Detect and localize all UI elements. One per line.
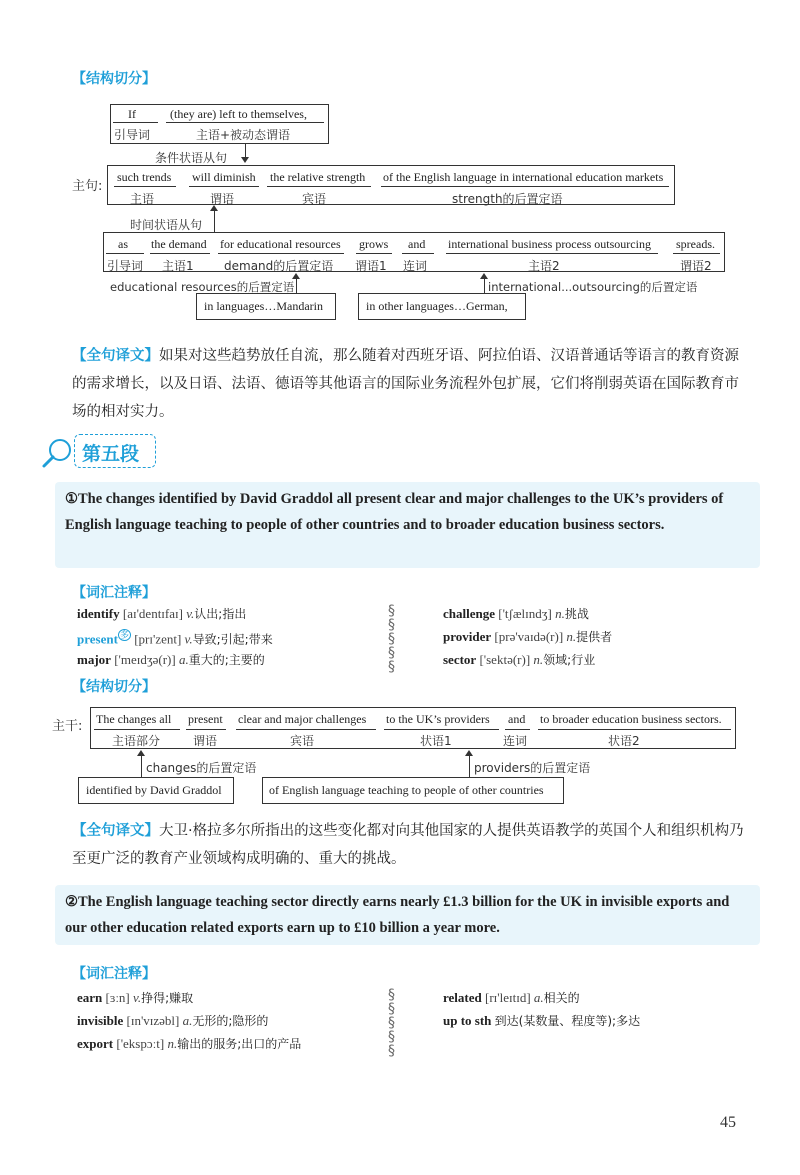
polysemy-badge-icon: 多 xyxy=(119,630,129,640)
vocab-item: related [rɪ'leɪtɪd] a.相关的 xyxy=(443,990,580,1005)
d1-main-en-3: of the English language in international education markets xyxy=(383,170,664,184)
main-clause-prefix: 主句: xyxy=(72,179,103,194)
d1-bottom-en-0: as xyxy=(118,237,128,251)
d1-bottom-en-1: the demand xyxy=(151,237,207,251)
translation-2 xyxy=(72,817,752,873)
translation-1 xyxy=(72,342,752,426)
d2-label-right: providers的后置定语 xyxy=(474,761,591,775)
d1-box-left: in languages…Mandarin xyxy=(204,299,323,313)
d1-bottom-en-6: spreads. xyxy=(676,237,715,251)
d2-main-en-2: clear and major challenges xyxy=(238,712,367,726)
d1-bottom-en-3: grows xyxy=(359,237,389,251)
d1-top-en-1: (they are) left to themselves, xyxy=(170,107,307,121)
vocab-item: earn [ɜːn] v.挣得;赚取 xyxy=(77,990,194,1005)
d1-bottom-cn-0: 引导词 xyxy=(107,259,144,273)
d1-top-cn-1: 主语+被动态谓语 xyxy=(196,128,291,142)
d2-main-en-4: and xyxy=(508,712,526,726)
d1-label-right: international...outsourcing的后置定语 xyxy=(488,280,698,294)
example-sentence-2 xyxy=(55,885,760,945)
vocab-item: export ['ekspɔːt] n.输出的服务;出口的产品 xyxy=(77,1036,302,1051)
d2-main-en-1: present xyxy=(188,712,223,726)
time-clause-label: 时间状语从句 xyxy=(130,218,203,232)
page-number: 45 xyxy=(720,1114,736,1131)
conditional-clause-label: 条件状语从句 xyxy=(155,151,228,165)
d1-main-en-1: will diminish xyxy=(192,170,256,184)
wave-divider-icon: § § § § § xyxy=(388,987,395,1059)
d1-bottom-cn-4: 连词 xyxy=(403,259,428,273)
structure-header-2: 【结构切分】 xyxy=(72,679,156,695)
d2-main-en-0: The changes all xyxy=(96,712,172,726)
vocab-item: up to sth 到达(某数量、程度等);多达 xyxy=(443,1013,641,1028)
d1-main-cn-3: strength的后置定语 xyxy=(452,192,563,206)
d1-bottom-cn-2: demand的后置定语 xyxy=(224,259,334,273)
vocab-item: provider [prə'vaɪdə(r)] n.提供者 xyxy=(443,629,613,644)
d2-main-cn-0: 主语部分 xyxy=(112,734,161,748)
paragraph-title-text: 第五段 xyxy=(82,443,140,465)
d1-bottom-cn-6: 谓语2 xyxy=(680,259,712,273)
trunk-prefix: 主干: xyxy=(52,719,83,734)
sentence-1-text: ①The changes identified by David Graddol all present clear and major challenges to the UK’s providers of English language teaching to people of other countries and to broader education business sectors. xyxy=(65,491,724,533)
d2-main-en-3: to the UK’s providers xyxy=(386,712,490,726)
vocab-item: invisible [ɪn'vɪzəbl] a.无形的;隐形的 xyxy=(77,1013,269,1028)
d2-label-left: changes的后置定语 xyxy=(146,761,257,775)
d1-bottom-en-5: international business process outsourcing xyxy=(448,237,651,251)
d2-box-right: of English language teaching to people of other countries xyxy=(269,783,544,797)
d1-box-right: in other languages…German, xyxy=(366,299,508,313)
vocab-item: challenge ['tʃælɪndʒ] n.挑战 xyxy=(443,606,589,621)
vocab-header-1: 【词汇注释】 xyxy=(72,585,156,601)
d2-main-cn-4: 连词 xyxy=(503,734,528,748)
d1-label-left: educational resources的后置定语 xyxy=(110,280,295,294)
d1-bottom-cn-3: 谓语1 xyxy=(355,259,387,273)
d2-main-cn-3: 状语1 xyxy=(420,734,452,748)
d1-top-cn-0: 引导词 xyxy=(114,128,151,142)
d2-main-en-5: to broader education business sectors. xyxy=(540,712,722,726)
d2-main-cn-1: 谓语 xyxy=(193,734,218,748)
vocab-item: major ['meɪdʒə(r)] a.重大的;主要的 xyxy=(77,652,265,667)
d1-main-cn-0: 主语 xyxy=(130,192,155,206)
sentence-2-text: ②The English language teaching sector directly earns nearly £1.3 billion for the UK in invisible exports and our other education related exports earn up to £10 billion a year more. xyxy=(65,894,730,936)
d1-main-en-0: such trends xyxy=(117,170,172,184)
d1-bottom-cn-5: 主语2 xyxy=(528,259,560,273)
d2-main-cn-2: 宾语 xyxy=(290,734,315,748)
translation-2-text: 大卫·格拉多尔所指出的这些变化都对向其他国家的人提供英语教学的英国个人和组织机构乃至更广泛的教育产业领域构成明确的、重大的挑战。 xyxy=(72,823,744,867)
structure-header-1: 【结构切分】 xyxy=(72,71,156,87)
vocab-header-2: 【词汇注释】 xyxy=(72,966,156,982)
d1-main-en-2: the relative strength xyxy=(270,170,366,184)
d1-bottom-cn-1: 主语1 xyxy=(162,259,194,273)
vocab-item: present $^多$ [prɪ'zent] v.导致;引起;带来 xyxy=(77,630,273,647)
d2-main-cn-5: 状语2 xyxy=(608,734,640,748)
translation-header-1: 【全句译文】 xyxy=(72,348,159,364)
d1-main-cn-2: 宾语 xyxy=(302,192,327,206)
vocab-item: sector ['sektə(r)] n.领域;行业 xyxy=(443,652,596,667)
d1-bottom-en-4: and xyxy=(408,237,426,251)
translation-1-text: 如果对这些趋势放任自流，那么随着对西班牙语、阿拉伯语、汉语普通话等语言的教育资源的需求增长，以及日语、法语、德语等其他语言的国际业务流程外包扩展，它们将削弱英语在国际教育市场的相对实力。 xyxy=(72,348,739,420)
d1-main-cn-1: 谓语 xyxy=(210,192,235,206)
example-sentence-1 xyxy=(55,482,760,568)
d1-bottom-en-2: for educational resources xyxy=(220,237,341,251)
translation-header-2: 【全句译文】 xyxy=(72,823,159,839)
d1-top-en-0: If xyxy=(128,107,136,121)
magnifier-icon xyxy=(40,436,76,470)
wave-divider-icon: § § § § § xyxy=(388,603,395,675)
vocab-item: identify [aɪ'dentɪfaɪ] v.认出;指出 xyxy=(77,606,247,621)
d2-box-left: identified by David Graddol xyxy=(86,783,222,797)
